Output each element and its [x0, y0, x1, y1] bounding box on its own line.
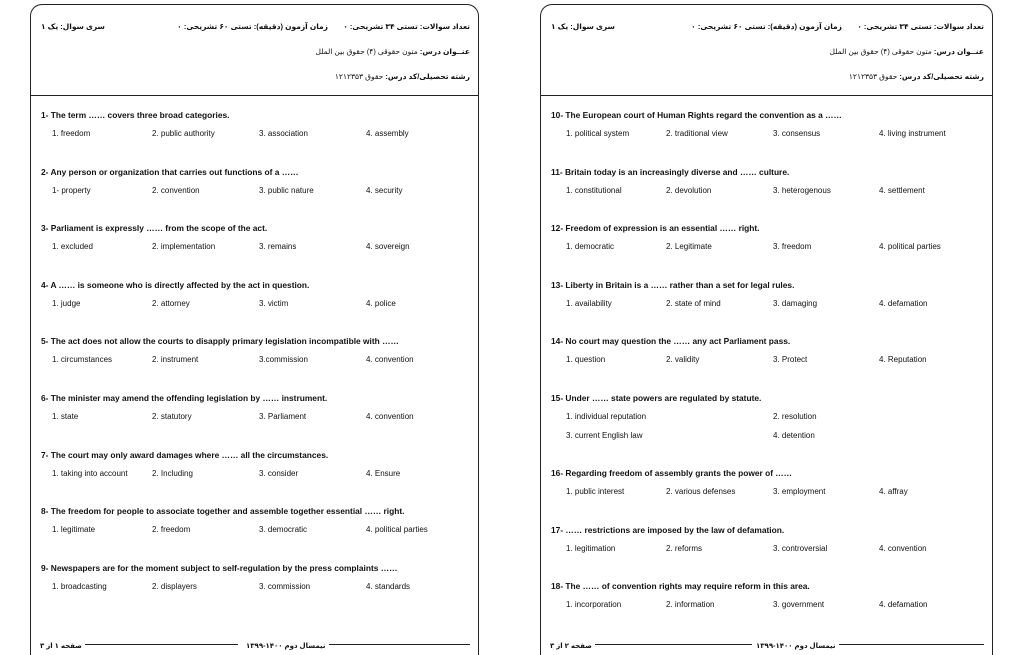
- question-text: 14- No court may question the …… any act Parliament pass.: [551, 336, 791, 347]
- question-1: [41, 110, 470, 167]
- option-4[interactable]: 4. defamation: [879, 600, 928, 610]
- question-text: 7- The court may only award damages where …… all the circumstances.: [41, 449, 329, 460]
- option-2[interactable]: 2. instrument: [152, 355, 199, 365]
- option-3[interactable]: 3. association: [259, 129, 308, 138]
- field-code: رشته تحصیلی/کد درس: حقوق ۱۲۱۲۳۵۳: [848, 72, 984, 81]
- option-4[interactable]: 4. detention: [773, 430, 815, 440]
- option-2[interactable]: 2. various defenses: [666, 486, 736, 496]
- footer-rule: [581, 644, 752, 645]
- question-12: [551, 223, 984, 280]
- option-1[interactable]: 1- property: [52, 185, 91, 195]
- option-1[interactable]: 1. broadcasting: [52, 581, 107, 591]
- question-10: [551, 110, 984, 167]
- option-2[interactable]: 2. displayers: [152, 581, 197, 591]
- exam-header: [31, 5, 478, 96]
- question-11: [551, 167, 984, 224]
- option-2[interactable]: 2. implementation: [152, 242, 216, 252]
- option-2[interactable]: 2. resolution: [773, 411, 817, 421]
- question-4: [41, 280, 470, 337]
- option-4[interactable]: 4. political parties: [879, 242, 941, 252]
- option-2[interactable]: 2. freedom: [152, 525, 191, 535]
- exam-page-2: [540, 4, 993, 655]
- exam-page-1: [30, 4, 479, 655]
- option-3[interactable]: 3.commission: [259, 355, 308, 365]
- option-1[interactable]: 1. legitimation: [566, 543, 616, 553]
- course-title: عنــوان درس: متون حقوقی (۴) حقوق بین الملل: [829, 47, 984, 56]
- question-count: تعداد سوالات: تستی ۳۴ تشریحی: ۰: [857, 22, 984, 31]
- option-1[interactable]: 1. constitutional: [566, 185, 622, 195]
- question-text: 18- The …… of convention rights may require reform in this area.: [551, 581, 810, 592]
- option-1[interactable]: 1. political system: [566, 129, 630, 138]
- question-text: 16- Regarding freedom of assembly grants the power of ……: [551, 467, 793, 478]
- option-1[interactable]: 1. public interest: [566, 486, 625, 496]
- question-series: سری سوال: یک ۱: [551, 22, 615, 31]
- option-2[interactable]: 2. Including: [152, 468, 193, 478]
- option-3[interactable]: 3. Protect: [773, 355, 808, 365]
- semester-label: نیمسال دوم ۱۴۰۰-۱۳۹۹: [243, 642, 329, 650]
- page-footer: [541, 637, 992, 653]
- question-text: 9- Newspapers are for the moment subject to self-regulation by the press complaints ……: [41, 562, 398, 573]
- option-4[interactable]: 4. living instrument: [879, 129, 946, 138]
- question-text: 12- Freedom of expression is an essential …… right.: [551, 223, 760, 234]
- option-3[interactable]: 3. Parliament: [259, 411, 307, 421]
- option-4[interactable]: 4. convention: [879, 543, 927, 553]
- option-4[interactable]: 4. assembly: [366, 129, 409, 138]
- option-1[interactable]: 1. excluded: [52, 242, 93, 252]
- option-2[interactable]: 2. validity: [666, 355, 700, 365]
- question-text: 5- The act does not allow the courts to disapply primary legislation incompatible with ……: [41, 336, 399, 347]
- option-4[interactable]: 4. Ensure: [366, 468, 401, 478]
- option-1[interactable]: 1. availability: [566, 298, 612, 308]
- footer-rule: [71, 644, 238, 645]
- question-7: [41, 450, 470, 507]
- option-4[interactable]: 4. affray: [879, 486, 908, 496]
- semester-label: نیمسال دوم ۱۴۰۰-۱۳۹۹: [753, 642, 839, 650]
- page-number: صفحه ۱ از ۳: [37, 642, 85, 650]
- option-2[interactable]: 2. state of mind: [666, 298, 721, 308]
- field-code: رشته تحصیلی/کد درس: حقوق ۱۲۱۲۳۵۳: [334, 72, 470, 81]
- option-3[interactable]: 3. democratic: [259, 525, 308, 535]
- option-2[interactable]: 2. convention: [152, 185, 200, 195]
- option-3[interactable]: 3. controversial: [773, 543, 828, 553]
- question-text: 3- Parliament is expressly …… from the scope of the act.: [41, 223, 268, 234]
- option-3[interactable]: 3. heterogenous: [773, 185, 831, 195]
- option-3[interactable]: 3. consensus: [773, 129, 821, 138]
- question-text: 8- The freedom for people to associate together and assemble together essential …… right.: [41, 506, 405, 517]
- question-text: 17- …… restrictions are imposed by the law of defamation.: [551, 524, 785, 535]
- option-1[interactable]: 1. democratic: [566, 242, 615, 252]
- option-3[interactable]: 3. freedom: [773, 242, 812, 252]
- option-4[interactable]: 4. defamation: [879, 298, 928, 308]
- option-4[interactable]: 4. standards: [366, 581, 411, 591]
- option-3[interactable]: 3. remains: [259, 242, 297, 252]
- page-footer: [31, 637, 478, 653]
- option-1[interactable]: 1. state: [52, 411, 79, 421]
- question-9: [41, 563, 470, 620]
- option-1[interactable]: 1. individual reputation: [566, 411, 647, 421]
- question-text: 1- The term …… covers three broad categories.: [41, 110, 230, 120]
- option-1[interactable]: 1. question: [566, 355, 606, 365]
- question-18: [551, 581, 984, 638]
- option-3[interactable]: 3. employment: [773, 486, 826, 496]
- page-number: صفحه ۲ از ۳: [547, 642, 595, 650]
- option-1[interactable]: 1. legitimate: [52, 525, 96, 535]
- option-4[interactable]: 4. political parties: [366, 525, 428, 535]
- question-text: 13- Liberty in Britain is a …… rather than a set for legal rules.: [551, 279, 795, 290]
- option-1[interactable]: 1. incorporation: [566, 600, 622, 610]
- option-2[interactable]: 2. statutory: [152, 411, 192, 421]
- question-text: 15- Under …… state powers are regulated by statute.: [551, 392, 762, 403]
- option-2[interactable]: 2. traditional view: [666, 129, 728, 138]
- option-4[interactable]: 4. police: [366, 298, 396, 308]
- option-1[interactable]: 1. circumstances: [52, 355, 113, 365]
- question-series: سری سوال: یک ۱: [41, 22, 105, 31]
- option-1[interactable]: 1. taking into account: [52, 468, 128, 478]
- question-2: [41, 167, 470, 224]
- option-2[interactable]: 2. devolution: [666, 185, 712, 195]
- option-4[interactable]: 4. Reputation: [879, 355, 927, 365]
- option-3[interactable]: 3. commission: [259, 581, 311, 591]
- option-4[interactable]: 4. sovereign: [366, 242, 410, 252]
- question-text: 10- The European court of Human Rights regard the convention as a ……: [551, 110, 842, 120]
- question-14: [551, 336, 984, 393]
- option-1[interactable]: 1. judge: [52, 298, 81, 308]
- question-text: 6- The minister may amend the offending legislation by …… instrument.: [41, 392, 328, 403]
- option-4[interactable]: 4. convention: [366, 355, 414, 365]
- option-2[interactable]: 2. information: [666, 600, 715, 610]
- option-4[interactable]: 4. security: [366, 185, 403, 195]
- question-16: [551, 468, 984, 525]
- option-1[interactable]: 1. freedom: [52, 129, 91, 138]
- option-3[interactable]: 3. government: [773, 600, 825, 610]
- question-5: [41, 336, 470, 393]
- option-3[interactable]: 3. consider: [259, 468, 299, 478]
- exam-header: [541, 5, 992, 96]
- option-4[interactable]: 4. convention: [366, 411, 414, 421]
- question-count: تعداد سوالات: تستی ۳۴ تشریحی: ۰: [343, 22, 470, 31]
- question-text: 4- A …… is someone who is directly affected by the act in question.: [41, 279, 310, 290]
- option-4[interactable]: 4. settlement: [879, 185, 925, 195]
- option-3[interactable]: 3. current English law: [566, 430, 643, 440]
- option-3[interactable]: 3. victim: [259, 298, 289, 308]
- option-2[interactable]: 2. reforms: [666, 543, 703, 553]
- question-list: [551, 110, 984, 638]
- question-list: [41, 110, 470, 619]
- question-8: [41, 506, 470, 563]
- option-2[interactable]: 2. attorney: [152, 298, 190, 308]
- question-15: [551, 393, 984, 468]
- question-text: 11- Britain today is an increasingly diverse and …… culture.: [551, 166, 790, 177]
- option-3[interactable]: 3. damaging: [773, 298, 818, 308]
- question-text: 2- Any person or organization that carries out functions of a ……: [41, 166, 299, 177]
- option-2[interactable]: 2. Legitimate: [666, 242, 712, 252]
- question-13: [551, 280, 984, 337]
- question-3: [41, 223, 470, 280]
- course-title: عنــوان درس: متون حقوقی (۴) حقوق بین الملل: [315, 47, 470, 56]
- option-3[interactable]: 3. public nature: [259, 185, 314, 195]
- question-17: [551, 525, 984, 582]
- exam-time: زمان آزمون (دقیقه): تستی ۶۰ تشریحی: ۰: [691, 22, 842, 31]
- exam-time: زمان آزمون (دقیقه): تستی ۶۰ تشریحی: ۰: [177, 22, 328, 31]
- option-2[interactable]: 2. public authority: [152, 129, 215, 138]
- question-6: [41, 393, 470, 450]
